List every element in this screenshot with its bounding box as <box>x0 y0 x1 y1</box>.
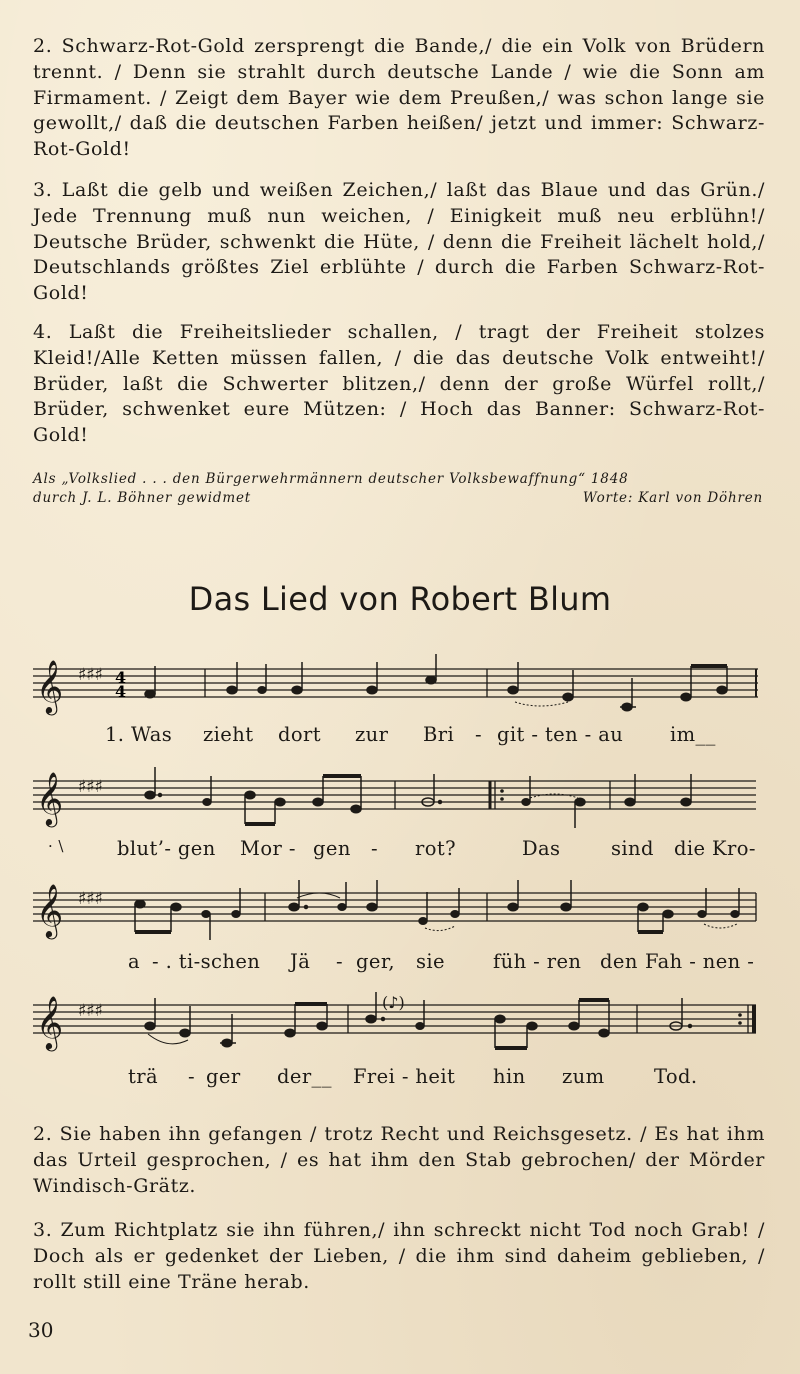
music-staff-1 <box>0 650 800 770</box>
previous-song-verse-3: 3. Laßt die gelb und weißen Zeichen,/ laßt das Blaue und das Grün./ Jede Trennung muß nun weichen, / Einigkeit muß neu erblühn!/ Deutsche Brüder, schwenkt die Hüte, / denn die Freiheit lächelt hold,/ Deutschlands größtes Ziel erblühte / durch die Farben Schwarz-Rot-Gold! <box>33 179 765 305</box>
lyric-word: Fah - nen - <box>645 950 755 973</box>
lyric-word: rot? <box>415 837 456 860</box>
svg-text:𝄞: 𝄞 <box>36 771 64 825</box>
previous-song-verse-4: 4. Laßt die Freiheitslieder schallen, / tragt der Freiheit stolzes Kleid!/Alle Ketten müssen fallen, / die das deutsche Volk entweiht!/ Brüder, laßt die Schwerter blitzen,/ denn der große Würfel rollt,/ Brüder, schwenket eure Mützen: / Hoch das Banner: Schwarz-Rot-Gold! <box>33 321 765 447</box>
music-staff-2 <box>0 762 800 882</box>
lyric-word: zum <box>562 1065 605 1088</box>
lyric-word: Tod. <box>654 1065 698 1088</box>
lyric-word: git - ten - au <box>497 723 624 746</box>
lyric-word: dort <box>278 723 321 746</box>
staff-1-notation <box>0 650 800 730</box>
svg-text:♯♯♯: ♯♯♯ <box>78 777 103 797</box>
previous-song-verse-2: 2. Schwarz-Rot-Gold zersprengt die Bande,/ die ein Volk von Brüdern trennt. / Denn sie strahlt durch deutsche Lande / wie die Sonn am Firmament. / Zeigt dem Bayer wie dem Preußen,/ was schon lange sie gewollt,/ daß die deutschen Farben heißen/ jetzt und immer: Schwarz-Rot-Gold! <box>33 35 765 161</box>
credit-dedication: Als „Volkslied . . . den Bürgerwehrmännern deutscher Volksbewaffnung“ 1848 <box>33 471 629 487</box>
margin-mark: · \ <box>48 837 64 855</box>
lyric-word: a <box>128 950 141 973</box>
lyric-word: 1. Was <box>105 723 173 746</box>
svg-text:♯♯♯: ♯♯♯ <box>78 889 103 909</box>
svg-text:4: 4 <box>115 682 127 701</box>
lyric-word: sind <box>611 837 654 860</box>
lyric-word: ger <box>206 1065 241 1088</box>
staff-2-notation <box>0 762 800 842</box>
lyric-word: blut’- gen <box>117 837 216 860</box>
lyric-word: sie <box>416 950 445 973</box>
credit-dedicated-by: durch J. L. Böhner gewidmet <box>33 490 251 506</box>
lyric-word: zur <box>355 723 389 746</box>
svg-text:𝄞: 𝄞 <box>36 995 64 1049</box>
svg-text:𝄞: 𝄞 <box>36 883 64 937</box>
svg-text:𝄞: 𝄞 <box>36 659 64 713</box>
lyric-word: - <box>475 723 482 746</box>
lyric-word: zieht <box>203 723 254 746</box>
staff-4-notation <box>0 986 800 1066</box>
svg-text:♯♯♯: ♯♯♯ <box>78 665 103 685</box>
lyric-word: im__ <box>670 723 716 746</box>
lyric-word: die Kro- <box>674 837 756 860</box>
lyric-word: Mor - <box>240 837 296 860</box>
lyric-word: ger, <box>356 950 396 973</box>
lyric-word: der__ <box>277 1065 332 1088</box>
lyric-word: - <box>188 1065 195 1088</box>
lyric-word: - <box>371 837 378 860</box>
song-title: Das Lied von Robert Blum <box>188 580 612 618</box>
credit-lyricist: Worte: Karl von Döhren <box>582 490 763 506</box>
music-staff-3 <box>0 874 800 994</box>
lyric-word: - <box>336 950 343 973</box>
staff-3-notation <box>0 874 800 954</box>
song-verse-2: 2. Sie haben ihn gefangen / trotz Recht und Reichsgesetz. / Es hat ihm das Urteil gesprochen, / es hat ihm den Stab gebrochen/ der Mörder Windisch-Grätz. <box>33 1123 765 1197</box>
song-verse-3: 3. Zum Richtplatz sie ihn führen,/ ihn schreckt nicht Tod noch Grab! / Doch als er gedenket der Lieben, / die ihm sind daheim geblieben, / rollt still eine Träne herab. <box>33 1219 765 1293</box>
lyric-word: trä <box>128 1065 158 1088</box>
lyric-word: Frei - heit <box>353 1065 456 1088</box>
page-number: 30 <box>28 1318 54 1342</box>
lyric-word: - . ti-schen <box>152 950 261 973</box>
lyric-word: gen <box>313 837 351 860</box>
music-staff-4 <box>0 986 800 1106</box>
svg-text:(♪): (♪) <box>382 993 405 1012</box>
svg-text:4: 4 <box>115 668 127 687</box>
lyric-word: Jä <box>290 950 311 973</box>
lyric-word: Das <box>522 837 561 860</box>
lyric-word: füh - ren <box>493 950 582 973</box>
svg-text:♯♯♯: ♯♯♯ <box>78 1001 103 1021</box>
lyric-word: den <box>600 950 638 973</box>
lyric-word: hin <box>493 1065 526 1088</box>
lyric-word: Bri <box>423 723 455 746</box>
